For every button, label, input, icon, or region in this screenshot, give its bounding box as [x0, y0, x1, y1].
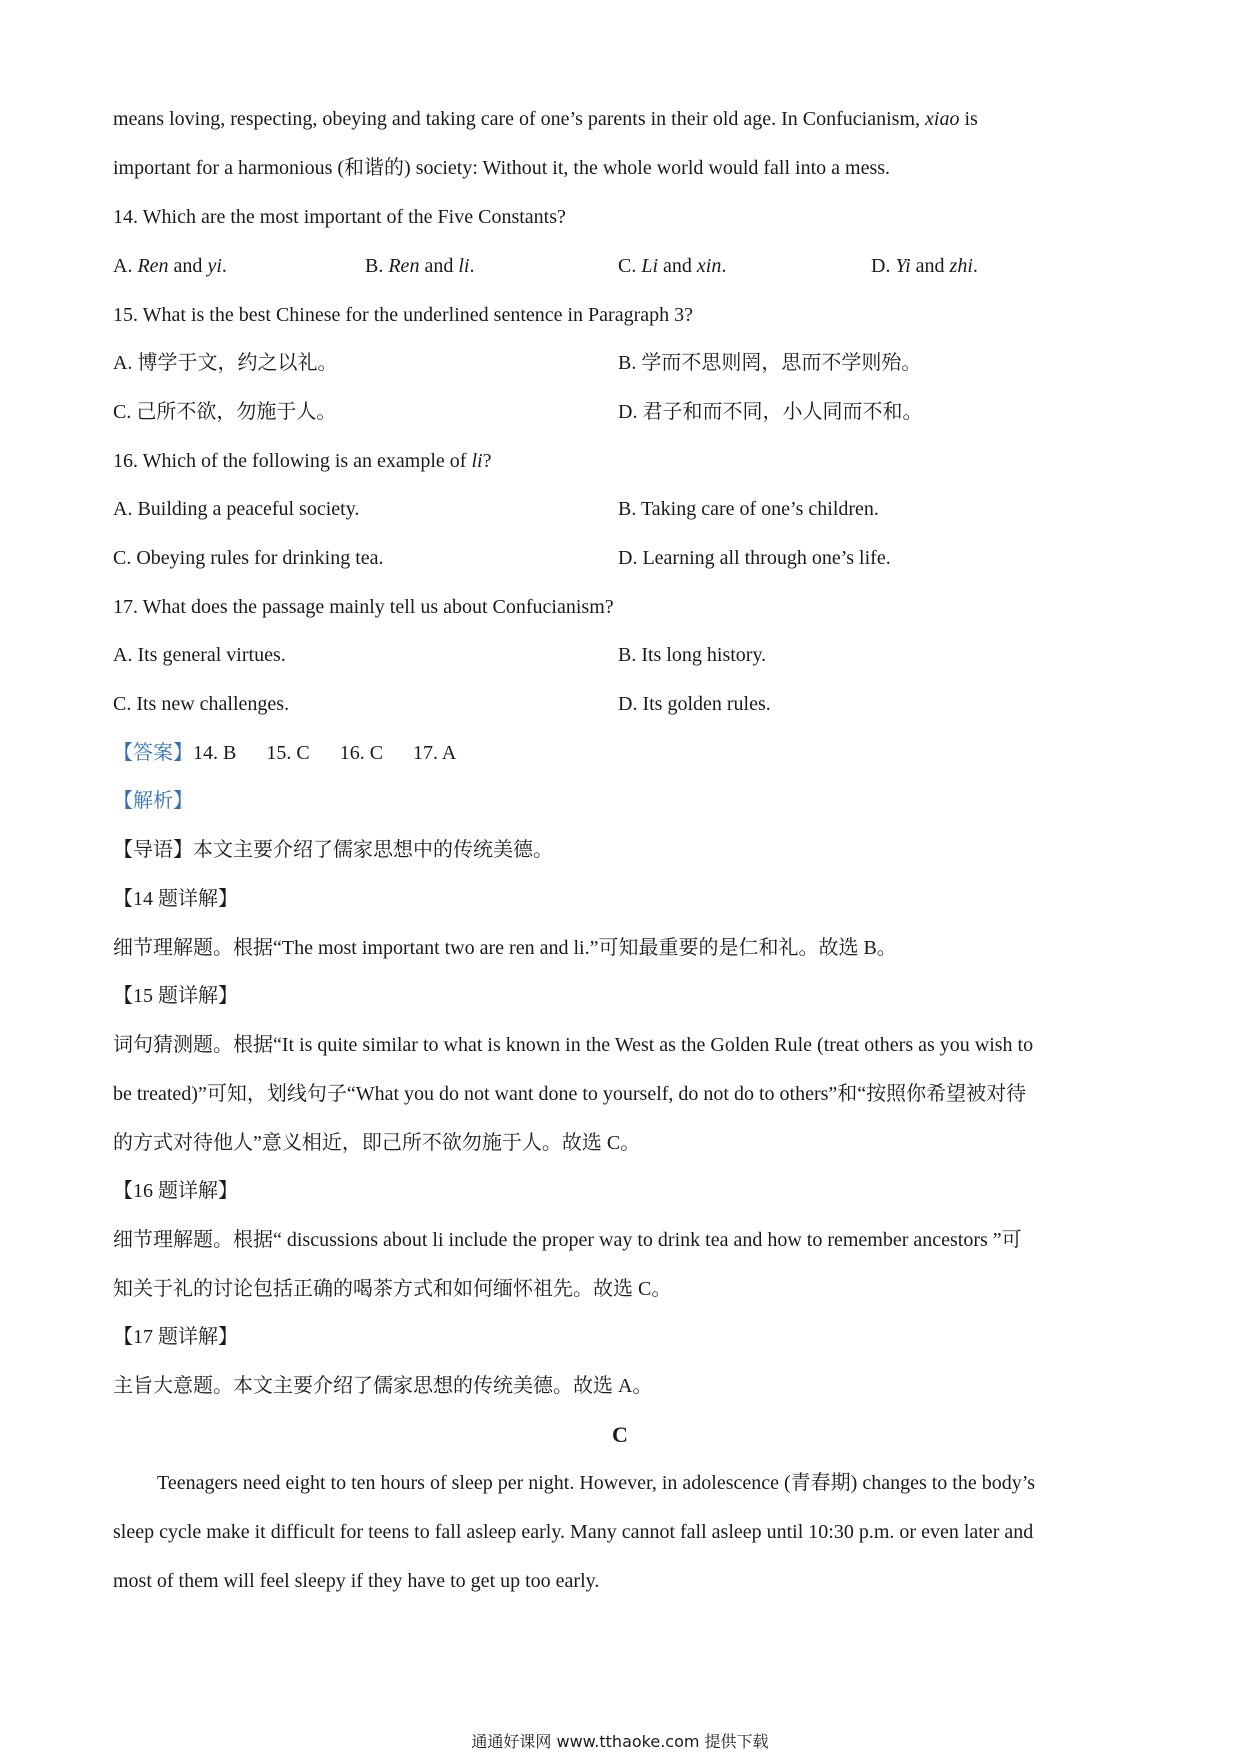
text-segment: A. Its general virtues.	[113, 644, 286, 666]
text-segment: Yi	[895, 255, 911, 277]
question-15-stem	[113, 302, 693, 328]
q16-detail-body-2: 知关于礼的讨论包括正确的喝茶方式和如何缅怀祖先。故选 C。	[113, 1278, 672, 1300]
answer-item: 16. C	[339, 742, 384, 764]
text-segment: zhi	[949, 255, 973, 277]
question-14-stem	[113, 204, 566, 230]
text-segment: xiao	[925, 108, 960, 130]
text-segment: B.	[365, 255, 389, 277]
text-segment: D. Learning all through one’s life.	[618, 547, 891, 569]
q15-detail-body-2: be treated)”可知，划线句子“What you do not want done to yourself, do not do to others”和“按照你希望被对待	[113, 1083, 1027, 1105]
page-footer: 通通好课网 www.tthaoke.com 提供下载	[471, 1732, 769, 1751]
intro-line: 【导语】本文主要介绍了儒家思想中的传统美德。	[113, 839, 553, 861]
q16-detail-title: 【16 题详解】	[113, 1180, 238, 1202]
text-segment: li	[458, 255, 470, 277]
question-17-option-a	[113, 642, 286, 668]
section-c-line-2: sleep cycle make it difficult for teens to fall asleep early. Many cannot fall asleep until 10:30 p.m. or even later and	[113, 1521, 1034, 1543]
question-17-option-c	[113, 691, 289, 717]
answer-label: 【答案】	[113, 742, 193, 764]
text-segment: .	[721, 255, 727, 277]
section-c-heading: C	[612, 1422, 628, 1447]
q14-detail-title: 【14 题详解】	[113, 888, 238, 910]
question-16-option-c	[113, 545, 384, 571]
question-14-option-b	[365, 253, 474, 279]
text-segment: A. 博学于文，约之以礼。	[113, 352, 338, 374]
question-14-option-c	[618, 253, 726, 279]
text-segment: A.	[113, 255, 138, 277]
question-15-option-c	[113, 399, 336, 425]
answer-item: 15. C	[266, 742, 310, 764]
text-segment: yi	[207, 255, 222, 277]
text-segment: D.	[871, 255, 896, 277]
section-c-line-3: most of them will feel sleepy if they have to get up too early.	[113, 1570, 600, 1592]
text-segment: C. 己所不欲，勿施于人。	[113, 401, 337, 423]
passage-line-2: important for a harmonious (和谐的) society: Without it, the whole world would fall into a mess.	[113, 157, 891, 179]
text-segment: Ren	[137, 255, 169, 277]
text-segment: is	[959, 108, 978, 130]
text-segment: ?	[482, 450, 492, 472]
question-15-option-b	[618, 350, 921, 376]
question-14-option-d	[871, 253, 978, 279]
question-15-option-a	[113, 350, 337, 376]
text-segment: .	[972, 255, 978, 277]
answer-line	[113, 740, 456, 766]
q15-detail-body-1: 词句猜测题。根据“It is quite similar to what is known in the West as the Golden Rule (treat others as you wish to	[113, 1034, 1034, 1056]
question-16-option-d	[618, 545, 891, 571]
text-segment: and	[168, 255, 208, 277]
q14-detail-body: 细节理解题。根据“The most important two are ren and li.”可知最重要的是仁和礼。故选 B。	[113, 937, 897, 959]
text-segment: B. Taking care of one’s children.	[618, 498, 879, 520]
text-segment: 14. Which are the most important of the Five Constants?	[113, 206, 566, 228]
text-segment: and	[910, 255, 950, 277]
text-segment: li	[471, 450, 483, 472]
passage-line-1	[113, 106, 978, 132]
text-segment: 15. What is the best Chinese for the underlined sentence in Paragraph 3?	[113, 304, 694, 326]
question-15-option-d	[618, 399, 922, 425]
text-segment: means loving, respecting, obeying and taking care of one’s parents in their old age. In Confucianism,	[113, 108, 926, 130]
analysis-label: 【解析】	[113, 790, 193, 812]
answer-item: 17. A	[413, 742, 457, 764]
text-segment: .	[469, 255, 475, 277]
text-segment: C. Its new challenges.	[113, 693, 290, 715]
q16-detail-body-1: 细节理解题。根据“ discussions about li include the proper way to drink tea and how to remember ancestors ”可	[113, 1229, 1022, 1251]
text-segment: xin	[696, 255, 722, 277]
text-segment: B. 学而不思则罔，思而不学则殆。	[618, 352, 922, 374]
text-segment: and	[419, 255, 459, 277]
text-segment: .	[221, 255, 227, 277]
text-segment: 16. Which of the following is an example of	[113, 450, 472, 472]
q17-detail-title: 【17 题详解】	[113, 1326, 238, 1348]
q17-detail-body: 主旨大意题。本文主要介绍了儒家思想的传统美德。故选 A。	[113, 1375, 653, 1397]
text-segment: B. Its long history.	[618, 644, 767, 666]
text-segment: and	[658, 255, 697, 277]
question-17-option-b	[618, 642, 766, 668]
text-segment: Li	[641, 255, 659, 277]
text-segment: D. 君子和而不同，小人同而不和。	[618, 401, 923, 423]
section-c-line-1: Teenagers need eight to ten hours of sleep per night. However, in adolescence (青春期) changes to the body’s	[157, 1472, 1036, 1494]
question-17-stem	[113, 594, 614, 620]
question-16-stem	[113, 448, 491, 474]
q15-detail-title: 【15 题详解】	[113, 985, 238, 1007]
text-segment: 17. What does the passage mainly tell us about Confucianism?	[113, 596, 614, 618]
text-segment: A. Building a peaceful society.	[113, 498, 360, 520]
question-16-option-a	[113, 496, 359, 522]
text-segment: C.	[618, 255, 642, 277]
question-17-option-d	[618, 691, 771, 717]
answer-item: 14. B	[193, 742, 237, 764]
text-segment: C. Obeying rules for drinking tea.	[113, 547, 384, 569]
text-segment: Ren	[388, 255, 420, 277]
question-16-option-b	[618, 496, 879, 522]
question-14-option-a	[113, 253, 227, 279]
q15-detail-body-3: 的方式对待他人”意义相近，即己所不欲勿施于人。故选 C。	[113, 1132, 641, 1154]
text-segment: D. Its golden rules.	[618, 693, 771, 715]
